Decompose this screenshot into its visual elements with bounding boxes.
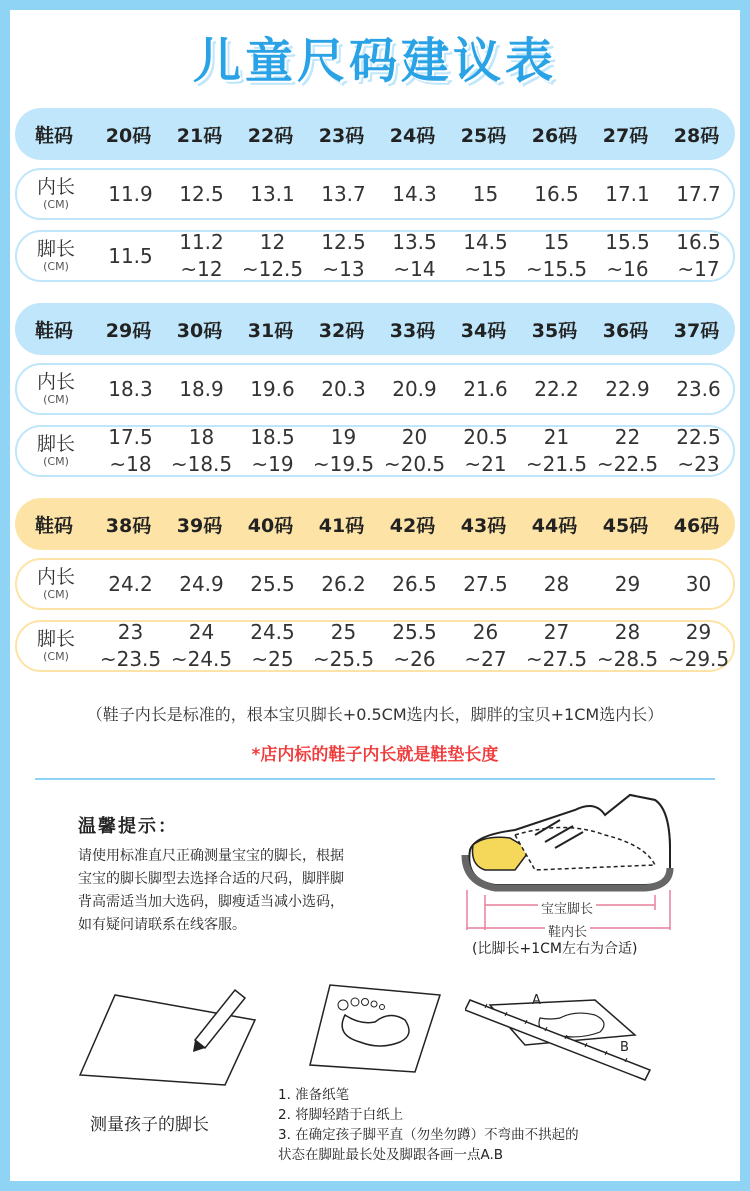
- foot-length-max: ~15.5: [525, 257, 588, 281]
- shoe-size-cell: 31码: [247, 319, 294, 342]
- foot-length-max: ~23.5: [99, 647, 162, 671]
- foot-length-cell: [95, 619, 166, 673]
- step-line: 状态在脚趾最长处及脚跟各画一点A.B: [278, 1147, 504, 1163]
- foot-length-cell: [663, 424, 734, 478]
- inner-length-cell: 18.9: [179, 377, 224, 401]
- size-note: （鞋子内长是标准的，根本宝贝脚长+0.5CM选内长，脚胖的宝贝+1CM选内长）: [86, 705, 664, 724]
- foot-length-max: ~23: [677, 452, 720, 476]
- foot-length-max: ~21.5: [525, 452, 588, 476]
- shoe-size-cell: 24码: [389, 124, 436, 147]
- foot-length-max: ~29.5: [667, 647, 730, 671]
- foot-length-min: 25: [330, 620, 357, 644]
- foot-length-max: ~22.5: [596, 452, 659, 476]
- foot-length-min: 18: [188, 425, 215, 449]
- foot-length-cell: [166, 619, 237, 673]
- inner-length-cell: 21.6: [463, 377, 508, 401]
- foot-length-min: 16.5: [676, 230, 721, 254]
- shoe-size-cell: 45码: [602, 514, 649, 537]
- shoe-size-cell: 36码: [602, 319, 649, 342]
- shoe-size-cell: 21码: [176, 124, 223, 147]
- foot-length-cell: [379, 424, 450, 478]
- shoe-size-cell: 35码: [531, 319, 578, 342]
- inner-length-cell: 24.2: [108, 572, 153, 596]
- foot-length-cell: [166, 229, 237, 283]
- shoe-size-cell: 25码: [460, 124, 507, 147]
- foot-length-max: ~17: [677, 257, 720, 281]
- size-header-row: [15, 498, 735, 550]
- tips-title: 温馨提示：: [78, 816, 178, 837]
- foot-length-min: 23: [117, 620, 144, 644]
- foot-length-cell: [379, 619, 450, 673]
- inner-length-cell: 28: [543, 572, 570, 596]
- shoe-size-cell: 38码: [105, 514, 152, 537]
- inner-length-label: 鞋内长: [545, 921, 590, 940]
- foot-length-cell: [521, 424, 592, 478]
- foot-length-min: 12: [259, 230, 286, 254]
- foot-length-max: ~28.5: [596, 647, 659, 671]
- foot-length-cell: [450, 619, 521, 673]
- foot-length-cell: [308, 424, 379, 478]
- foot-length-max: ~27.5: [525, 647, 588, 671]
- foot-length-max: ~15: [464, 257, 507, 281]
- foot-length-min: 17.5: [108, 425, 153, 449]
- foot-length-max: ~12.5: [241, 257, 304, 281]
- size-header-row: [15, 108, 735, 160]
- shoe-size-cell: 20码: [105, 124, 152, 147]
- measure-caption: 测量孩子的脚长: [90, 1115, 209, 1135]
- point-b-label: B: [620, 1040, 629, 1055]
- foot-length-cell: [663, 229, 734, 283]
- foot-length-label: 脚长 (CM): [36, 433, 75, 468]
- tips-line: 背高需适当加大选码，脚瘦适当减小选码，: [78, 894, 344, 910]
- foot-length-max: ~16: [606, 257, 649, 281]
- inner-length-cell: 22.9: [605, 377, 650, 401]
- shoe-size-cell: 43码: [460, 514, 507, 537]
- step-line: 2. 将脚轻踏于白纸上: [278, 1107, 404, 1123]
- foot-length-cell: [379, 229, 450, 283]
- foot-length-min: 19: [330, 425, 357, 449]
- foot-length-max: ~26: [393, 647, 436, 671]
- inner-length-label: 内长 (CM): [36, 176, 75, 211]
- foot-length-max: ~19.5: [312, 452, 375, 476]
- inner-length-cell: 14.3: [392, 182, 437, 206]
- shoe-size-cell: 26码: [531, 124, 578, 147]
- divider: [35, 778, 715, 780]
- inner-length-cell: 15: [472, 182, 499, 206]
- foot-length-cell: [450, 424, 521, 478]
- foot-length-cell: [237, 424, 308, 478]
- foot-length-max: ~24.5: [170, 647, 233, 671]
- foot-length-max: ~25: [251, 647, 294, 671]
- inner-length-cell: 26.5: [392, 572, 437, 596]
- foot-length-min: 26: [472, 620, 499, 644]
- inner-length-cell: 29: [614, 572, 641, 596]
- foot-length-max: ~13: [322, 257, 365, 281]
- inner-length-cell: 23.6: [676, 377, 721, 401]
- ruler-illustration: [465, 990, 655, 1085]
- shoe-size-cell: 44码: [531, 514, 578, 537]
- foot-length-min: 18.5: [250, 425, 295, 449]
- foot-length-min: 22: [614, 425, 641, 449]
- inner-length-cell: 11.9: [108, 182, 153, 206]
- foot-length-label: 脚长 (CM): [36, 238, 75, 273]
- foot-length-min: 14.5: [463, 230, 508, 254]
- shoe-size-cell: 39码: [176, 514, 223, 537]
- shoe-size-cell: 33码: [389, 319, 436, 342]
- shoe-size-cell: 28码: [673, 124, 720, 147]
- foot-length-cell: [663, 619, 734, 673]
- foot-length-cell: [521, 619, 592, 673]
- foot-length-max: ~19: [251, 452, 294, 476]
- shoe-size-cell: 40码: [247, 514, 294, 537]
- foot-length-min: 12.5: [321, 230, 366, 254]
- foot-length-min: 13.5: [392, 230, 437, 254]
- foot-length-min: 24.5: [250, 620, 295, 644]
- shoe-size-cell: 37码: [673, 319, 720, 342]
- inner-length-cell: 20.9: [392, 377, 437, 401]
- shoe-size-cell: 30码: [176, 319, 223, 342]
- inner-length-label: 内长 (CM): [36, 566, 75, 601]
- shoe-size-cell: 41码: [318, 514, 365, 537]
- inner-length-row: [15, 168, 735, 220]
- foot-length-row: [15, 230, 735, 282]
- shoe-size-cell: 27码: [602, 124, 649, 147]
- foot-length-max: ~27: [464, 647, 507, 671]
- tips-line: 如有疑问请联系在线客服。: [78, 917, 246, 933]
- inner-length-cell: 17.1: [605, 182, 650, 206]
- inner-length-cell: 13.7: [321, 182, 366, 206]
- footprint-illustration: [305, 980, 445, 1075]
- measure-steps: [278, 1085, 678, 1165]
- inner-length-cell: 25.5: [250, 572, 295, 596]
- paper-pencil-illustration: [75, 980, 265, 1090]
- foot-length-min: 24: [188, 620, 215, 644]
- foot-length-max: ~12: [180, 257, 223, 281]
- shoe-size-cell: 29码: [105, 319, 152, 342]
- foot-length-row: [15, 425, 735, 477]
- shoe-size-label: 鞋码: [34, 319, 73, 342]
- insole-note: *店内标的鞋子内长就是鞋垫长度: [251, 745, 499, 765]
- shoe-size-label: 鞋码: [34, 124, 73, 147]
- foot-length-cell: [166, 424, 237, 478]
- foot-length-cell: [592, 619, 663, 673]
- inner-length-cell: 12.5: [179, 182, 224, 206]
- inner-length-cell: 16.5: [534, 182, 579, 206]
- inner-length-cell: 30: [685, 572, 712, 596]
- foot-length-max: ~20.5: [383, 452, 446, 476]
- inner-length-label: 内长 (CM): [36, 371, 75, 406]
- page-title: 儿童尺码建议表: [192, 33, 557, 89]
- foot-length-cell: [592, 424, 663, 478]
- foot-length-max: ~14: [393, 257, 436, 281]
- inner-length-row: [15, 558, 735, 610]
- tips-line: 请使用标准直尺正确测量宝宝的脚长，根据: [78, 848, 344, 864]
- foot-length-cell: [308, 229, 379, 283]
- foot-length-cell: [450, 229, 521, 283]
- shoe-size-cell: 23码: [318, 124, 365, 147]
- foot-length-max: ~21: [464, 452, 507, 476]
- shoe-size-label: 鞋码: [34, 514, 73, 537]
- foot-length-min: 15.5: [605, 230, 650, 254]
- foot-length-row: [15, 620, 735, 672]
- inner-length-cell: 20.3: [321, 377, 366, 401]
- foot-length-min: 11.2: [179, 230, 224, 254]
- inner-length-cell: 22.2: [534, 377, 579, 401]
- foot-length-label: 宝宝脚长: [538, 898, 596, 917]
- foot-length-min: 21: [543, 425, 570, 449]
- foot-length-label: 脚长 (CM): [36, 628, 75, 663]
- inner-length-cell: 17.7: [676, 182, 721, 206]
- size-header-row: [15, 303, 735, 355]
- foot-length-min: 22.5: [676, 425, 721, 449]
- step-line: 1. 准备纸笔: [278, 1087, 350, 1103]
- tips-line: 宝宝的脚长脚型去选择合适的尺码，脚胖脚: [78, 871, 344, 887]
- shoe-size-cell: 34码: [460, 319, 507, 342]
- inner-length-cell: 26.2: [321, 572, 366, 596]
- foot-length-max: ~18.5: [170, 452, 233, 476]
- inner-length-cell: 19.6: [250, 377, 295, 401]
- foot-length-min: 20.5: [463, 425, 508, 449]
- foot-length-min: 25.5: [392, 620, 437, 644]
- fit-note: (比脚长+1CM左右为合适): [472, 941, 638, 957]
- point-a-label: A: [532, 993, 541, 1008]
- shoe-size-cell: 22码: [247, 124, 294, 147]
- foot-length-cell: [237, 619, 308, 673]
- tips-body: [78, 845, 428, 937]
- foot-length-max: ~18: [109, 452, 152, 476]
- shoe-size-cell: 32码: [318, 319, 365, 342]
- foot-length-max: ~25.5: [312, 647, 375, 671]
- foot-length-cell: [95, 424, 166, 478]
- step-line: 3. 在确定孩子脚平直（勿坐勿蹲）不弯曲不拱起的: [278, 1127, 579, 1143]
- inner-length-cell: 24.9: [179, 572, 224, 596]
- foot-length-min: 29: [685, 620, 712, 644]
- foot-length-cell: 11.5: [108, 244, 153, 268]
- foot-length-min: 27: [543, 620, 570, 644]
- foot-length-cell: [592, 229, 663, 283]
- inner-length-cell: 13.1: [250, 182, 295, 206]
- foot-length-min: 28: [614, 620, 641, 644]
- inner-length-cell: 18.3: [108, 377, 153, 401]
- foot-length-min: 20: [401, 425, 428, 449]
- foot-length-min: 15: [543, 230, 570, 254]
- foot-length-cell: [308, 619, 379, 673]
- inner-length-cell: 27.5: [463, 572, 508, 596]
- foot-length-cell: [521, 229, 592, 283]
- foot-length-cell: [237, 229, 308, 283]
- shoe-size-cell: 46码: [673, 514, 720, 537]
- inner-length-row: [15, 363, 735, 415]
- shoe-size-cell: 42码: [389, 514, 436, 537]
